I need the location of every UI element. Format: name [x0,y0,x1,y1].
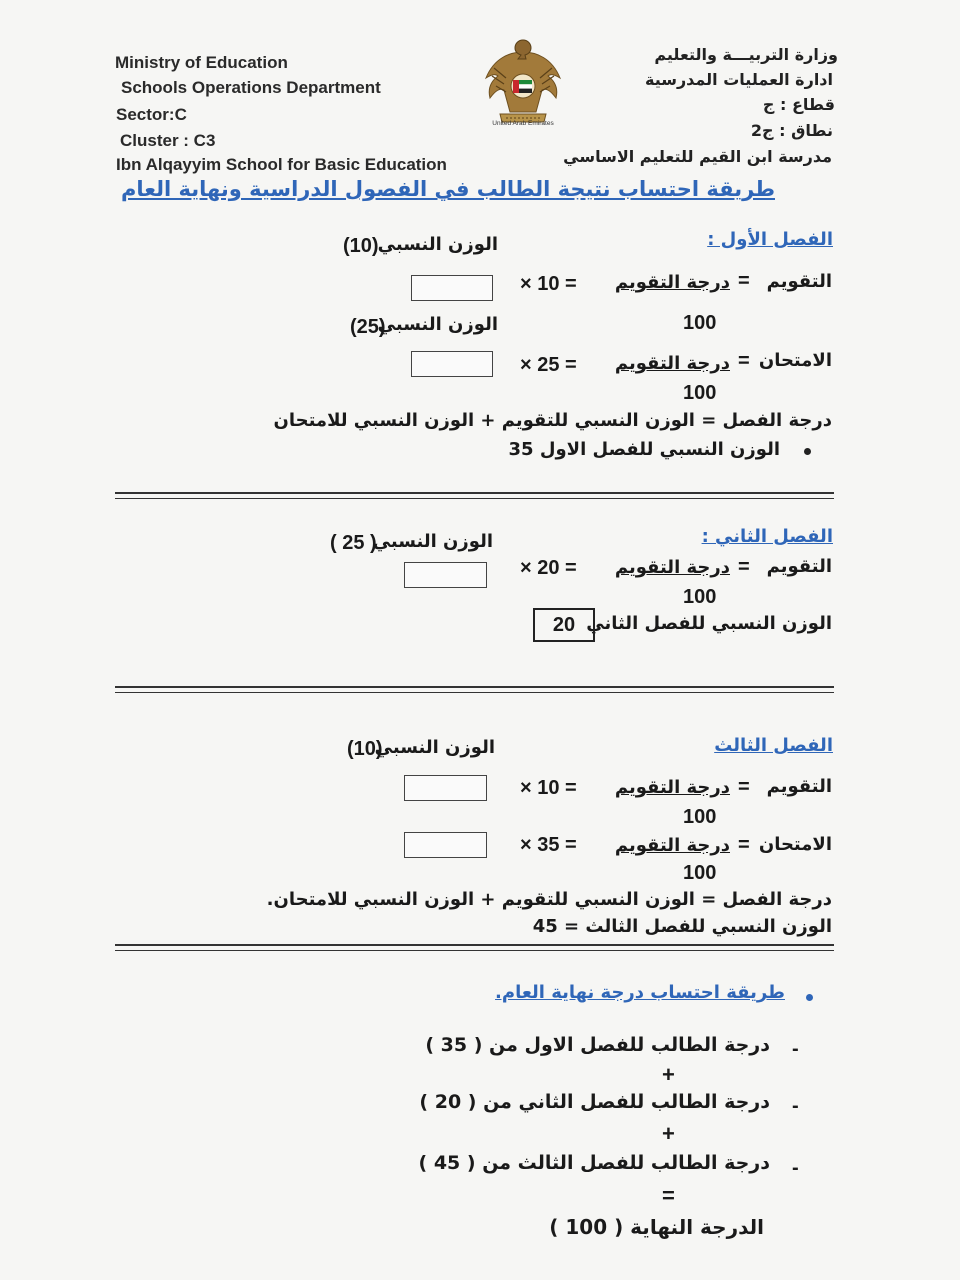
emblem-caption: United Arab Emirates [492,120,554,127]
first-term-total: الوزن النسبي للفصل الاول 35 [508,439,780,460]
second-term-mult: × 20 = [520,557,577,579]
third-term-answer-box-1[interactable] [404,775,487,801]
header-ar-line2: ادارة العمليات المدرسية [644,70,833,89]
first-term-heading: الفصل الأول : [707,229,833,250]
third-term-grade-label-2: درجة التقويم [614,835,730,856]
first-term-denominator-2: 100 [683,382,717,404]
first-term-exam-label: الامتحان [758,350,832,371]
divider-line [115,692,834,693]
first-term-weight-2: (25) [350,316,386,338]
first-term-answer-box-2[interactable] [411,351,493,377]
second-term-total-label: الوزن النسبي للفصل الثاني [586,613,832,634]
third-term-assess-label: التقويم [766,776,832,797]
third-term-grade-label-1: درجة التقويم [614,777,730,798]
dash-3: - [792,1157,799,1179]
divider-line [115,498,834,499]
header-ar-line3: قطاع : ج [762,95,835,114]
page-title: طريقة احتساب نتيجة الطالب في الفصول الدراسية ونهاية العام [120,177,775,201]
first-term-weight-label-2: الوزن النسبي [377,314,498,335]
second-term-answer-box[interactable] [404,562,487,588]
second-term-assess-label: التقويم [766,556,832,577]
bullet-dot [806,994,813,1001]
header-en-line5: Ibn Alqayyim School for Basic Education [116,155,447,174]
first-term-mult-2: × 25 = [520,354,577,376]
first-term-denominator-1: 100 [683,312,717,334]
first-term-grade-label-2: درجة التقويم [614,353,730,374]
header-en-line2: Schools Operations Department [121,78,381,97]
first-term-weight-1: (10) [343,235,379,257]
header-en-line3: Sector:C [116,105,187,124]
divider-line [115,686,834,688]
first-term-formula: درجة الفصل = الوزن النسبي للتقويم + الوزن النسبي للامتحان [273,410,832,431]
third-term-weight-label: الوزن النسبي [374,737,495,758]
third-term-formula: درجة الفصل = الوزن النسبي للتقويم + الوزن النسبي للامتحان. [266,889,832,910]
first-term-eq-1: = [738,270,750,292]
third-term-mult-2: × 35 = [520,834,577,856]
third-term-mult-1: × 10 = [520,777,577,799]
third-term-eq-2: = [738,834,750,856]
second-term-total-value: 20 [533,608,595,642]
year-end-line-2: درجة الطالب للفصل الثاني من ( 20 ) [419,1091,770,1113]
header-ar-line4: نطاق : ج2 [750,121,833,140]
year-end-heading: طريقة احتساب درجة نهاية العام. [495,982,785,1003]
plus-sign-2: + [662,1121,675,1146]
third-term-denominator-2: 100 [683,862,717,884]
divider-line [115,950,834,951]
divider-line [115,944,834,946]
equals-sign: = [662,1183,675,1208]
second-term-grade-label: درجة التقويم [614,557,730,578]
year-end-line-3: درجة الطالب للفصل الثالث من ( 45 ) [418,1152,770,1174]
first-term-eq-2: = [738,350,750,372]
third-term-answer-box-2[interactable] [404,832,487,858]
divider-line [115,492,834,494]
third-term-heading: الفصل الثالث [714,735,833,756]
header-en-line1: Ministry of Education [115,53,288,72]
year-end-line-1: درجة الطالب للفصل الاول من ( 35 ) [425,1034,770,1056]
year-end-final: الدرجة النهاية ( 100 ) [549,1215,764,1239]
uae-emblem-icon [480,38,566,128]
first-term-grade-label-1: درجة التقويم [614,272,730,293]
first-term-mult-1: × 10 = [520,273,577,295]
header-ar-line5: مدرسة ابن القيم للتعليم الاساسي [563,147,832,166]
first-term-answer-box-1[interactable] [411,275,493,301]
plus-sign-1: + [662,1062,675,1087]
third-term-exam-label: الامتحان [758,834,832,855]
third-term-eq-1: = [738,776,750,798]
dash-2: - [792,1095,799,1117]
header-ar-line1: وزارة التربيـــة والتعليم [654,45,838,64]
third-term-weight: (10) [347,738,383,760]
third-term-denominator-1: 100 [683,806,717,828]
first-term-weight-label-1: الوزن النسبي [377,234,498,255]
header-en-line4: Cluster : C3 [120,131,216,150]
dash-1: - [792,1038,799,1060]
second-term-heading: الفصل الثاني : [701,526,833,547]
bullet-dot [804,448,811,455]
second-term-eq: = [738,556,750,578]
second-term-denominator: 100 [683,586,717,608]
third-term-total: الوزن النسبي للفصل الثالث = 45 [532,916,832,937]
second-term-weight-label: الوزن النسبي [372,531,493,552]
second-term-weight: ( 25 ) [330,532,377,554]
first-term-assess-label: التقويم [766,271,832,292]
